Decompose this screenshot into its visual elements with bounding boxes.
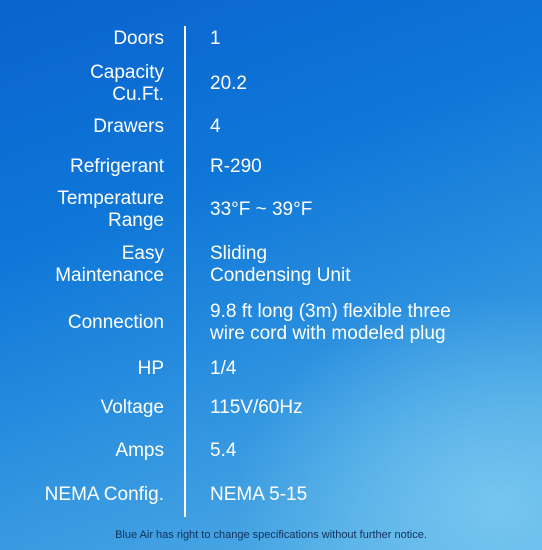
spec-label: HP	[137, 358, 164, 379]
spec-label: Capacity Cu.Ft.	[90, 62, 164, 105]
spec-row-refrigerant	[0, 156, 542, 178]
spec-label: Voltage	[100, 397, 164, 418]
spec-row-amps	[0, 440, 542, 462]
spec-value: Sliding Condensing Unit	[210, 243, 351, 286]
spec-value: 9.8 ft long (3m) flexible three wire cord with modeled plug	[210, 301, 451, 344]
disclaimer-note: Blue Air has right to change specifications without further notice.	[115, 529, 427, 541]
spec-value: NEMA 5-15	[210, 484, 308, 505]
spec-row-maintenance	[0, 243, 542, 287]
spec-row-nema	[0, 484, 542, 506]
spec-label: Doors	[113, 28, 164, 49]
spec-value: 1	[210, 28, 221, 49]
spec-label: Amps	[115, 440, 164, 461]
spec-label: Connection	[67, 312, 164, 333]
spec-value: 33°F ~ 39°F	[210, 199, 313, 220]
spec-label: NEMA Config.	[44, 484, 164, 505]
spec-value: R-290	[210, 156, 262, 177]
spec-row-connection	[0, 301, 542, 345]
spec-label: Temperature Range	[57, 188, 164, 231]
spec-row-temperature	[0, 188, 542, 232]
spec-label: Easy Maintenance	[55, 243, 164, 286]
spec-row-voltage	[0, 397, 542, 419]
spec-value: 20.2	[210, 73, 247, 94]
spec-label: Refrigerant	[70, 156, 164, 177]
spec-value: 115V/60Hz	[210, 397, 303, 418]
spec-row-doors	[0, 28, 542, 50]
spec-value: 5.4	[210, 440, 237, 461]
spec-label: Drawers	[93, 116, 164, 137]
spec-row-drawers	[0, 116, 542, 138]
spec-value: 1/4	[210, 358, 237, 379]
spec-row-capacity	[0, 62, 542, 106]
spec-row-hp	[0, 358, 542, 380]
spec-value: 4	[210, 116, 221, 137]
